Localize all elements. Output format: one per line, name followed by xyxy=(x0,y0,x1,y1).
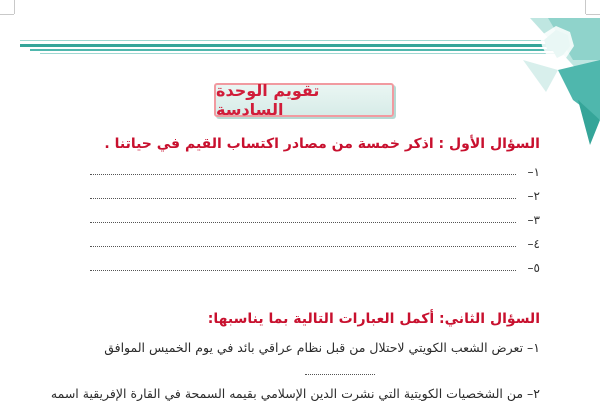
unit-title: تقويم الوحدة السادسة xyxy=(216,81,320,119)
answer-line-3[interactable] xyxy=(90,209,540,227)
answer-dotted-line xyxy=(90,270,516,271)
answer-dotted-line xyxy=(90,222,516,223)
answer-line-4[interactable] xyxy=(90,233,540,251)
statement-1-blank[interactable] xyxy=(305,374,375,375)
statement-1: ١– تعرض الشعب الكويتي لاحتلال من قبل نظام عراقي بائد في يوم الخميس الموافق xyxy=(104,340,540,355)
answer-line-1[interactable] xyxy=(90,161,540,179)
answer-number: ٥– xyxy=(527,261,540,275)
question-2-title: السؤال الثاني: أكمل العبارات التالية بما يناسبها: xyxy=(207,311,540,327)
statement-2: ٢– من الشخصيات الكويتية التي نشرت الدين الإسلامي بقيمه السمحة في القارة الإفريقية اسمه xyxy=(50,386,540,401)
answer-number: ٤– xyxy=(527,237,540,251)
answer-number: ٢– xyxy=(527,189,540,203)
question-1-title: السؤال الأول : اذكر خمسة من مصادر اكتساب القيم في حياتنا . xyxy=(104,136,540,152)
unit-title-box xyxy=(214,83,394,117)
answer-line-5[interactable] xyxy=(90,257,540,275)
answer-dotted-line xyxy=(90,174,516,175)
header-stripes xyxy=(20,40,560,60)
answer-dotted-line xyxy=(90,198,516,199)
kuwait-map-decoration-icon xyxy=(518,0,600,145)
crop-mark-top-left-vertical xyxy=(14,0,15,14)
crop-mark-top-left xyxy=(0,14,14,15)
answer-number: ٣– xyxy=(527,213,540,227)
answer-line-2[interactable] xyxy=(90,185,540,203)
answer-dotted-line xyxy=(90,246,516,247)
answer-number: ١– xyxy=(527,165,540,179)
